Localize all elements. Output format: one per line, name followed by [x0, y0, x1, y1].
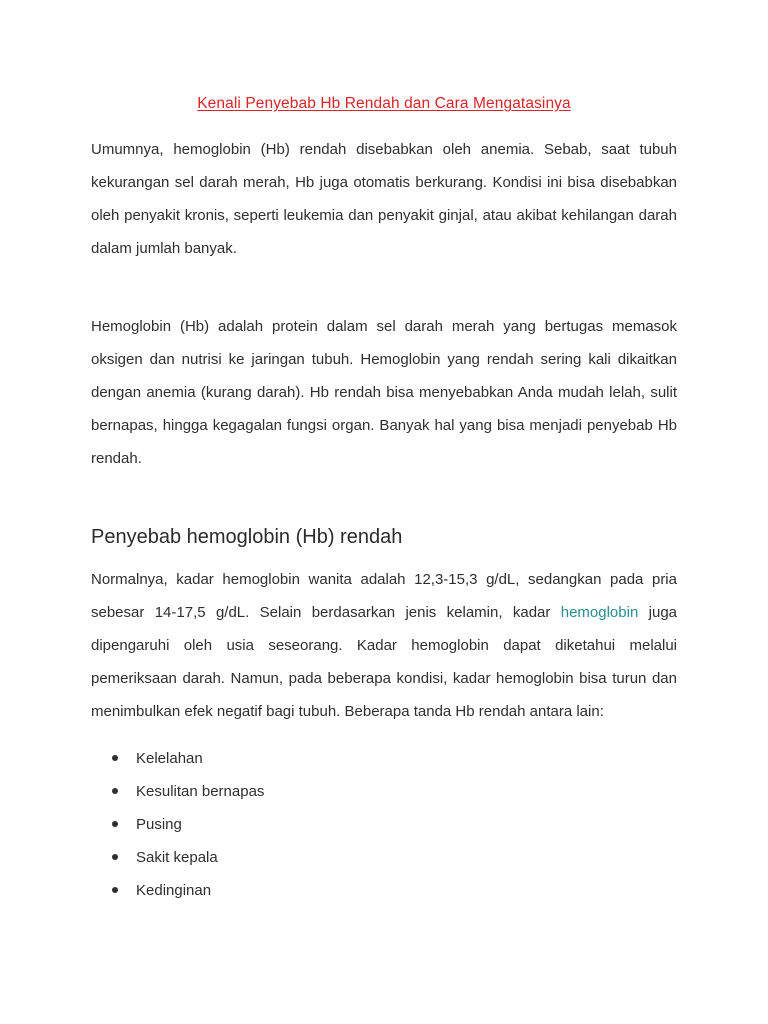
list-item-label: Kelelahan: [136, 750, 203, 767]
paragraph-causes-text-end: juga dipengaruhi oleh usia seseorang. Kadar hemoglobin dapat diketahui melalui pemeriksaan darah. Namun, pada beberapa kondisi, kadar hemoglobin bisa turun dan menimbulkan efek negatif bagi tubuh. Beberapa tanda Hb rendah antara lain:: [91, 604, 678, 720]
bullet-icon: [112, 821, 118, 827]
bullet-icon: [112, 887, 118, 893]
list-item-label: Kesulitan bernapas: [136, 783, 265, 800]
hemoglobin-link[interactable]: hemoglobin: [560, 604, 639, 621]
list-item: [112, 808, 264, 841]
list-item-label: Pusing: [136, 816, 182, 833]
bullet-icon: [112, 755, 118, 761]
list-item-label: Kedinginan: [136, 882, 212, 899]
list-item: [112, 775, 264, 808]
symptom-list: [112, 742, 264, 907]
document-title: Kenali Penyebab Hb Rendah dan Cara Mengatasinya: [197, 95, 571, 112]
list-item: [112, 841, 264, 874]
paragraph-causes-text-start: Normalnya, kadar hemoglobin wanita adalah 12,3-15,3 g/dL, sedangkan pada pria sebesar 14-17,5 g/dL. Selain berdasarkan jenis kelamin, kadar: [91, 571, 677, 621]
list-item-label: Sakit kepala: [136, 849, 218, 866]
bullet-icon: [112, 788, 118, 794]
list-item: [112, 874, 264, 907]
paragraph-definition: Hemoglobin (Hb) adalah protein dalam sel darah merah yang bertugas memasok oksigen dan nutrisi ke jaringan tubuh. Hemoglobin yang rendah sering kali dikaitkan dengan anemia (kurang darah). Hb rendah bisa menyebabkan Anda mudah lelah, sulit bernapas, hingga kegagalan fungsi organ. Banyak hal yang bisa menjadi penyebab Hb rendah.: [91, 318, 677, 467]
paragraph-causes: [91, 563, 677, 728]
section-heading: Penyebab hemoglobin (Hb) rendah: [91, 526, 403, 548]
paragraph-intro: Umumnya, hemoglobin (Hb) rendah disebabkan oleh anemia. Sebab, saat tubuh kekurangan sel darah merah, Hb juga otomatis berkurang. Kondisi ini bisa disebabkan oleh penyakit kronis, seperti leukemia dan penyakit ginjal, atau akibat kehilangan darah dalam jumlah banyak.: [91, 141, 677, 257]
bullet-icon: [112, 854, 118, 860]
list-item: [112, 742, 264, 775]
